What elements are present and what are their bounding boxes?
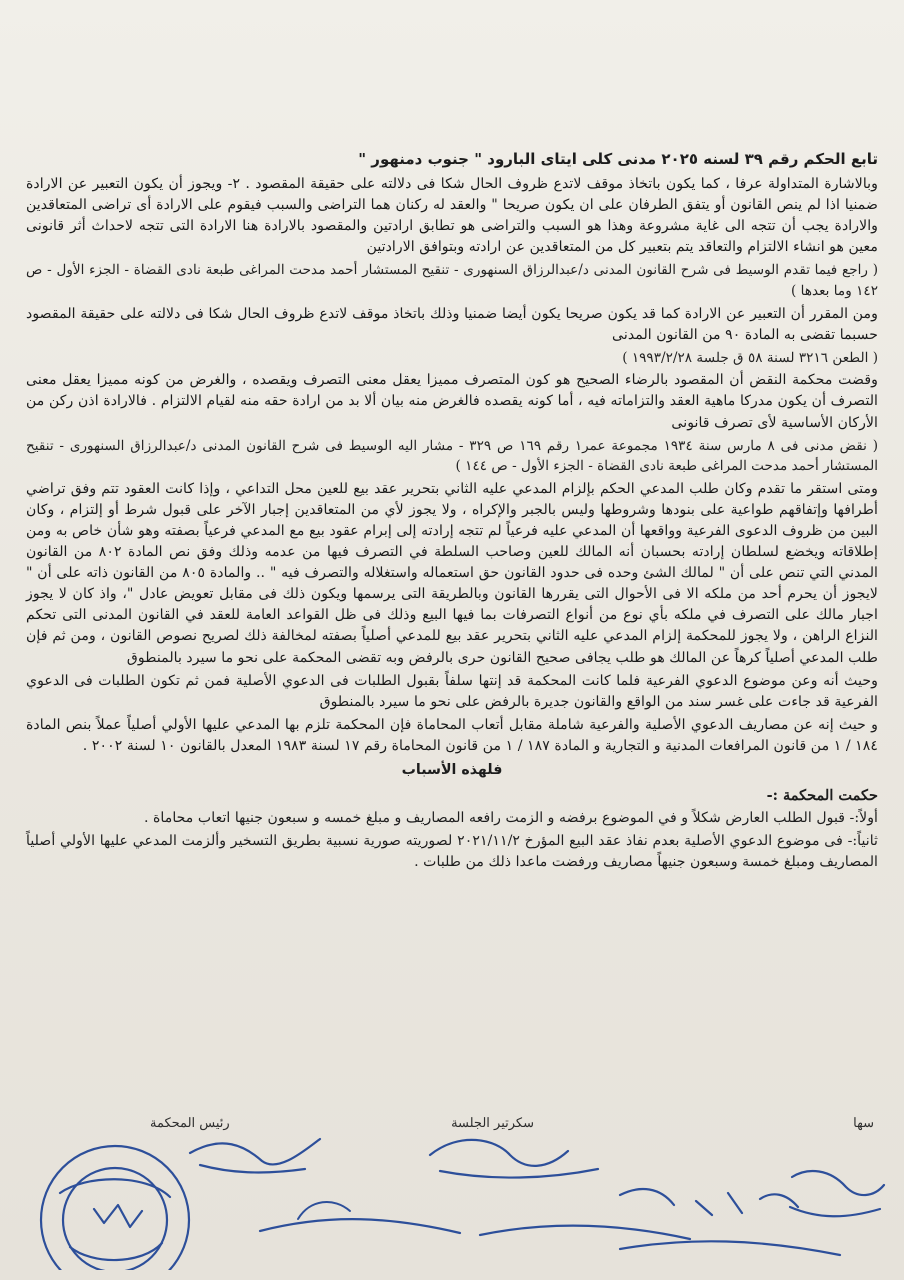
- ink-sweep-2: [480, 1226, 690, 1239]
- ruling-item-first: أولاً:- قبول الطلب العارض شكلاً و في الموضوع برفضه و الزمت رافعه المصاريف و مبلغ خمسه و سبعون جنيها اتعاب محاماة .: [143, 810, 878, 827]
- paragraph-main-reasoning: ومتى استقر ما تقدم وكان طلب المدعي الحكم بإلزام المدعي عليه الثاني بتحرير عقد بيع للعين محل التداعي ، وإذا كانت العقود تتم وفق تراضي أطرافها وإتفاقهم طواعية على بنودها وشروطها وليس بالجبر والإكراه ، ولا يجوز لأي من المتعاقدين إجبار الآخر على قبول شرط أو إلتزام ، وكان البين من ظروف الدعوى الفرعية وواقعها أن المدعي عليه فرعياً لم تتجه إرادته إلى إبرام عقود بيع مع المدعي فرعياً بصفته وهو شأن خاص به ومن إطلاقاته ويخضع لسلطان إرادته بحسبان أنه المالك للعين وصاحب السلطة في التصرف فيها من عدمه وذلك وفق نص المادة ٨٠٢ من القانون المدني التي تنص على أن " لمالك الشئ وحده فى حدود القانون حق استعماله واستغلاله والتصرف فيه " .. والمادة ٨٠٥ من القانون ذاته على أن " لايجوز أن يحرم أحد من ملكه الا فى الأحوال التى يقررها القانون وبالطريقة التى يرسمها ويكون ذلك فى مقابل تعويض عادل "، واذ كان لا يجوز اجبار مالك على التصرف في ملكه بأي نوع من أنواع التصرفات بما فيها البيع وذلك فى ظل القواعد العامة للعقد في القانون المدنى التى تحكم النزاع الراهن ، ولا يجوز للمحكمة إلزام المدعي عليه الثاني بتحرير عقد بيع للمدعي أصلياً بصفته لمخالفة ذلك لصريح نصوص القانون ، ومن ثم فإن طلب المدعي أصلياً كرهاً عن المالك هو طلب يجافى صحيح القانون حرى بالرفض وبه تقضى المحكمة على نحو ما سيرد بالمنطوق: [26, 480, 879, 666]
- paragraph-expenses: و حيث إنه عن مصاريف الدعوي الأصلية والفرعية شاملة مقابل أتعاب المحاماة فإن المحكمة تلزم بها المدعي عليها الأولي أصلياً عملاً بنص المادة ١٨٤ / ١ من قانون المرافعات المدنية و التجارية و المادة ١٨٧ / ١ من قانون المحاماة رقم ١٧ لسنة ١٩٨٣ المعدل بالقانون ١٠ لسنة ٢٠٠٢ .: [26, 716, 878, 754]
- ink-sweep-3: [620, 1241, 840, 1255]
- official-stamp-outer-circle: [41, 1146, 189, 1270]
- stamp-emblem: [94, 1205, 142, 1227]
- judge-signature-underline: [200, 1165, 305, 1172]
- reasons-heading: فلهذه الأسباب: [401, 762, 503, 779]
- reference-citation-1: ( راجع فيما تقدم الوسيط فى شرح القانون المدنى د/عبدالرزاق السنهورى - تنقيح المستشار أحمد مدحت المراغى طبعة نادى القضاة - الجزء الأول - ص ١٤٢ وما بعدها ): [26, 262, 878, 299]
- paragraph-counterclaim: وحيث أنه وعن موضوع الدعوي الفرعية فلما كانت المحكمة قد إنتها سلفاً بقبول الطلبات فى الدعوي الأصلية فمن ثم تكون الطلبات فى الدعوي الفرعية قد جاءت على غسر سند من الواقع والقانون جديرة بالرفض على نحو ما سيرد بالمنطوق: [26, 672, 878, 710]
- official-stamp-inner-circle: [63, 1168, 167, 1270]
- ink-sweep-1: [260, 1219, 460, 1233]
- file-mark: [792, 1171, 884, 1195]
- secretary-label: سكرتير الجلسة: [451, 1116, 534, 1131]
- file-mark-underline: [790, 1207, 880, 1216]
- paragraph-cassation-court: وقضت محكمة النقض أن المقصود بالرضاء الصحيح هو كون المتصرف مميزا يعقل معنى التصرف ويقصده ، والغرض من كونه مميزا يعقل معنى التصرف أن يكون مدركا ماهية العقد والتزاماته فيه ، أما كونه يقصده فالغرض منه بيان ألا بد من ارادة حقه منه لقيام الالتزام . فالارادة اذن ركن من الأركان الأساسية لأى تصرف قانونى: [26, 372, 878, 431]
- reference-citation-2: ( الطعن ٣٢١٦ لسنة ٥٨ ق جلسة ١٩٩٣/٢/٢٨ ): [622, 349, 878, 366]
- handwritten-date: [620, 1189, 798, 1215]
- reference-citation-3: ( نقض مدنى فى ٨ مارس سنة ١٩٣٤ مجموعة عمر١ رقم ١٦٩ ص ٣٢٩ - مشار اليه الوسيط فى شرح القانون المدنى د/عبدالرزاق السنهورى - تنقيح المستشار أحمد مدحت المراغى طبعة نادى القضاة - الجزء الأول - ص ١٤٤ ): [26, 437, 878, 475]
- margin-mark: [290, 1189, 360, 1239]
- judge-label: رئيس المحكمة: [150, 1116, 230, 1131]
- ruling-item-second: ثانياً:- فى موضوع الدعوي الأصلية بعدم نفاذ عقد البيع المؤرخ ٢٠٢١/١١/٢ لصوريته صورية نسبية بطريق التسخير وألزمت المدعي عليها الأولي أصلياً المصاريف ومبلغ خمسة وسبعون جنيهاً مصاريف ورفضت ماعدا ذلك من طلبات .: [26, 833, 878, 871]
- stamp-arc-bottom: [70, 1243, 162, 1260]
- document-title: تابع الحكم رقم ٣٩ لسنه ٢٠٢٥ مدنى كلى ايتاى البارود " جنوب دمنهور ": [358, 150, 878, 168]
- paragraph-intro: وبالاشارة المتداولة عرفا ، كما يكون باتخاذ موقف لاتدع ظروف الحال شكا فى دلالته على حقيقة المقصود . ٢- ويجوز أن يكون التعبير عن الارادة ضمنيا اذا لم ينص القانون أو يتفق الطرفان على ان يكون صريحا " والعقد له ركنان هما التراضى والسبب فيقوم على الارادة أى تراضى المتعاقدين والارادة يجب أن تتجه الى غاية مشروعة وهذا هو السبب والتراضى هو تطابق ارادتين والمقصود بالارادة هنا الارادة التى تتجه لاحداث أثر قانونى معين هو انشاء الالتزام والتعاقد يتم بتعبير كل من المتعاقدين عن ارادته وبتوافق الارادتين: [26, 176, 878, 256]
- secretary-signature-underline: [440, 1169, 598, 1178]
- document-body: [26, 148, 878, 1162]
- paragraph-expression-of-will: ومن المقرر أن التعبير عن الارادة كما قد يكون صريحا يكون أيضا ضمنيا وذلك باتخاذ موقف لاتدع ظروف الحال شكا فى دلالته على حقيقة المقصود حسبما تقضى به المادة ٩٠ من القانون المدنى: [26, 305, 878, 343]
- ruling-heading: حكمت المحكمة :-: [766, 787, 878, 805]
- clerk-label: سها: [853, 1116, 874, 1131]
- stamp-arc-top: [60, 1179, 170, 1197]
